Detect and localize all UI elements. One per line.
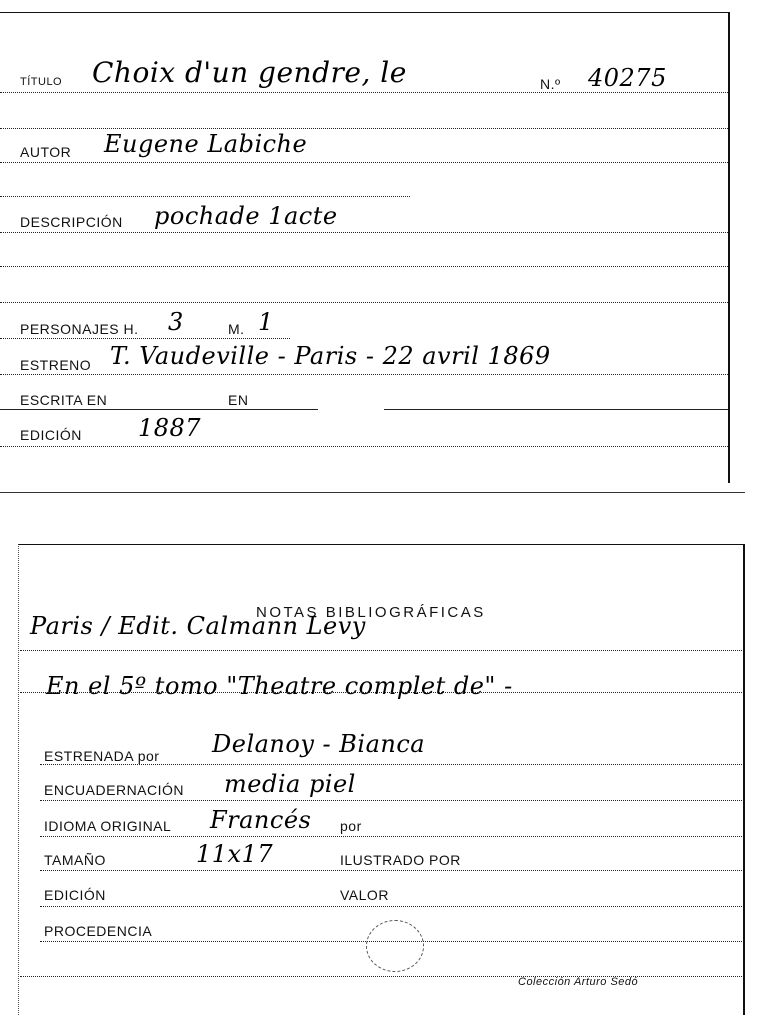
encuadernacion-value: media piel	[224, 770, 356, 798]
titulo-value: Choix d'un gendre, le	[92, 56, 407, 89]
edicion-line	[40, 906, 742, 907]
valor-label: VALOR	[340, 887, 389, 903]
idioma-value: Francés	[210, 806, 312, 834]
personajes-m-value: 1	[258, 308, 274, 336]
ilustrado-label: ILUSTRADO POR	[340, 852, 461, 868]
notas-title: NOTAS BIBLIOGRÁFICAS	[256, 604, 486, 621]
tamano-value: 11x17	[196, 840, 274, 868]
personajes-m-label: M.	[228, 321, 245, 337]
blank-line	[0, 196, 410, 197]
autor-value: Eugene Labiche	[104, 130, 308, 158]
numero-value: 40275	[588, 64, 667, 92]
collection-credit: Colección Arturo Sedó	[518, 976, 639, 988]
idioma-label: IDIOMA ORIGINAL	[44, 818, 172, 834]
titulo-line	[0, 92, 728, 93]
estrenada-line	[40, 764, 742, 765]
numero-label: N.º	[540, 76, 561, 92]
catalog-card-bottom	[0, 540, 759, 1028]
descripcion-line	[0, 232, 728, 233]
personajes-h-value: 3	[168, 308, 184, 336]
escrita-line	[0, 409, 318, 410]
escrita-en-label: EN	[228, 392, 249, 408]
personajes-label: PERSONAJES H.	[20, 321, 139, 337]
autor-label: AUTOR	[20, 144, 72, 160]
edicion-value: 1887	[138, 414, 202, 442]
encuadernacion-line	[40, 800, 742, 801]
edicion-line	[0, 446, 728, 447]
estrenada-value: Delanoy - Bianca	[212, 730, 426, 758]
estrenada-label: ESTRENADA por	[44, 748, 160, 764]
note-line-1-rule	[20, 650, 742, 651]
note-line-2: En el 5º tomo "Theatre complet de" -	[46, 672, 513, 700]
estreno-value: T. Vaudeville - Paris - 22 avril 1869	[110, 342, 551, 370]
tamano-label: TAMAÑO	[44, 852, 106, 868]
descripcion-value: pochade 1acte	[154, 202, 338, 230]
escrita-en-line	[384, 409, 728, 410]
stamp-mark	[366, 920, 424, 972]
edicion-label: EDICIÓN	[20, 427, 82, 443]
note-line-2-rule	[20, 692, 742, 693]
titulo-label: TÍTULO	[20, 76, 63, 88]
descripcion-label: DESCRIPCIÓN	[20, 214, 123, 230]
blank-line	[0, 266, 728, 267]
edicion-label: EDICIÓN	[44, 887, 106, 903]
note-line-1: Paris / Edit. Calmann Levy	[30, 612, 366, 640]
autor-line	[0, 162, 728, 163]
tamano-line	[40, 870, 742, 871]
blank-line	[0, 128, 728, 129]
estreno-line	[0, 374, 728, 375]
catalog-card-top	[0, 0, 759, 492]
card-divider	[0, 492, 745, 493]
estreno-label: ESTRENO	[20, 357, 92, 373]
escrita-label: ESCRITA EN	[20, 392, 108, 408]
procedencia-label: PROCEDENCIA	[44, 923, 153, 939]
personajes-line	[0, 338, 290, 339]
blank-line	[0, 302, 728, 303]
encuadernacion-label: ENCUADERNACIÓN	[44, 782, 185, 798]
idioma-por-label: por	[340, 818, 362, 834]
idioma-line	[40, 836, 742, 837]
